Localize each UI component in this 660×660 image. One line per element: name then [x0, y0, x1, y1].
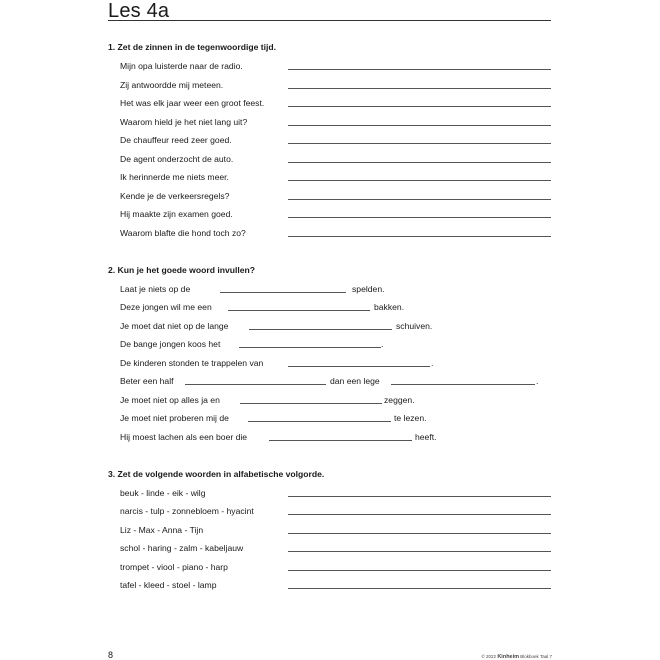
answer-line[interactable]: [288, 162, 551, 163]
answer-line[interactable]: [288, 236, 551, 237]
word-list: narcis - tulp - zonnebloem - hyacint: [120, 506, 254, 516]
answer-line[interactable]: [288, 496, 551, 497]
sentence-end: bakken.: [374, 302, 405, 312]
answer-line[interactable]: [288, 125, 551, 126]
answer-line[interactable]: [288, 106, 551, 107]
exercise-2-heading: 2. Kun je het goede woord invullen?: [108, 265, 256, 275]
answer-line[interactable]: [288, 533, 551, 534]
fill-in-blank[interactable]: [240, 403, 382, 404]
sentence-end: .: [431, 358, 434, 368]
answer-line[interactable]: [288, 588, 551, 589]
sentence-end: te lezen.: [394, 413, 427, 423]
fill-in-blank[interactable]: [288, 366, 430, 367]
sentence-end: heeft.: [415, 432, 437, 442]
answer-line[interactable]: [288, 88, 551, 89]
sentence-start: Beter een half: [120, 376, 174, 386]
fill-in-blank[interactable]: [228, 310, 370, 311]
copyright: © 2022: [481, 654, 497, 659]
fill-in-blank[interactable]: [248, 421, 391, 422]
word-list: Liz - Max - Anna - Tijn: [120, 525, 204, 535]
sentence-start: Hij moest lachen als een boer die: [120, 432, 248, 442]
answer-line[interactable]: [288, 69, 551, 70]
word-list: tafel - kleed - stoel - lamp: [120, 580, 217, 590]
fill-in-blank[interactable]: [239, 347, 381, 348]
sentence: Ik herinnerde me niets meer.: [120, 172, 229, 182]
exercise-1-heading: 1. Zet de zinnen in de tegenwoordige tijd.: [108, 42, 277, 52]
sentence: De chauffeur reed zeer goed.: [120, 135, 232, 145]
sentence-end: spelden.: [352, 284, 385, 294]
sentence: Waarom blafte die hond toch zo?: [120, 228, 246, 238]
word-list: trompet - viool - piano - harp: [120, 562, 228, 572]
sentence: Zij antwoordde mij meteen.: [120, 80, 224, 90]
fill-in-blank[interactable]: [391, 384, 535, 385]
sentence-start: Je moet niet proberen mij de: [120, 413, 229, 423]
answer-line[interactable]: [288, 143, 551, 144]
fill-in-blank[interactable]: [269, 440, 412, 441]
fill-in-blank[interactable]: [220, 292, 346, 293]
book-title: Blokboek Taal 7: [520, 654, 552, 659]
sentence-end: .: [536, 376, 539, 386]
answer-line[interactable]: [288, 180, 551, 181]
publisher-name: Kinheim: [497, 654, 520, 660]
sentence-start: Deze jongen wil me een: [120, 302, 212, 312]
sentence-start: Je moet niet op alles ja en: [120, 395, 220, 405]
sentence-end: schuiven.: [396, 321, 433, 331]
sentence: Het was elk jaar weer een groot feest.: [120, 98, 265, 108]
page-title: Les 4a: [108, 0, 170, 22]
title-rule: [108, 20, 551, 21]
sentence-start: Laat je niets op de: [120, 284, 191, 294]
sentence: Hij maakte zijn examen goed.: [120, 209, 233, 219]
sentence-start: De bange jongen koos het: [120, 339, 221, 349]
fill-in-blank[interactable]: [249, 329, 392, 330]
sentence: Mijn opa luisterde naar de radio.: [120, 61, 243, 71]
word-list: beuk - linde - eik - wilg: [120, 488, 206, 498]
sentence: De agent onderzocht de auto.: [120, 154, 234, 164]
exercise-3-heading: 3. Zet de volgende woorden in alfabetische volgorde.: [108, 469, 325, 479]
footer-credit: [481, 654, 552, 660]
sentence: Kende je de verkeersregels?: [120, 191, 230, 201]
answer-line[interactable]: [288, 217, 551, 218]
sentence-middle: dan een lege: [330, 376, 380, 386]
sentence-end: zeggen.: [384, 395, 415, 405]
answer-line[interactable]: [288, 551, 551, 552]
word-list: schol - haring - zalm - kabeljauw: [120, 543, 244, 553]
answer-line[interactable]: [288, 199, 551, 200]
answer-line[interactable]: [288, 570, 551, 571]
fill-in-blank[interactable]: [185, 384, 326, 385]
sentence-end: .: [381, 339, 384, 349]
sentence: Waarom hield je het niet lang uit?: [120, 117, 248, 127]
page-number: 8: [108, 650, 114, 660]
answer-line[interactable]: [288, 514, 551, 515]
sentence-start: De kinderen stonden te trappelen van: [120, 358, 264, 368]
sentence-start: Je moet dat niet op de lange: [120, 321, 229, 331]
